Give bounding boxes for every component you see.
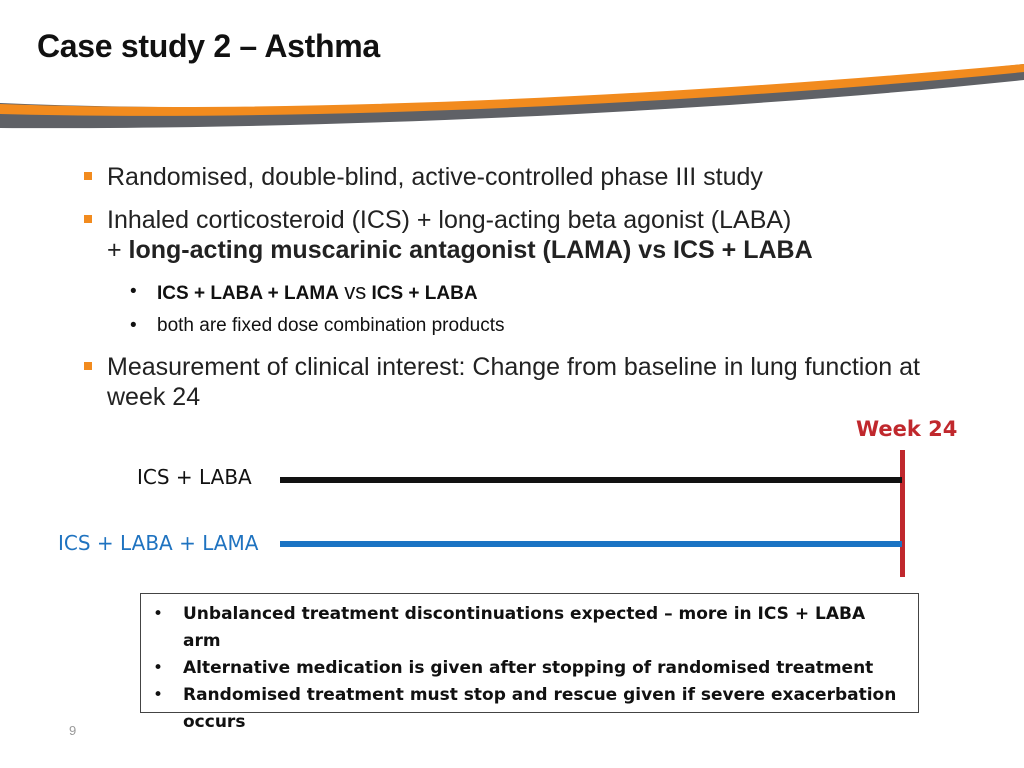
notes-box xyxy=(140,593,919,732)
bullet-dot-icon: • xyxy=(153,685,164,705)
square-bullet-icon xyxy=(84,215,92,223)
note-item: • Alternative medication is given after stopping of randomised treatment xyxy=(153,655,904,682)
bullet-dot-icon: • xyxy=(130,281,137,302)
bullet-measurement: Measurement of clinical interest: Change from baseline in lung function at week 24 xyxy=(82,352,982,412)
arm-label-ics-laba: ICS + LABA xyxy=(137,465,252,489)
sub-bullet-list xyxy=(130,276,982,342)
bullet-dot-icon: • xyxy=(153,604,164,624)
square-bullet-icon xyxy=(84,172,92,180)
bullet-treatments: Inhaled corticosteroid (ICS) + long-acting beta agonist (LABA) + long-acting muscarinic antagonist (LAMA) vs ICS + LABA xyxy=(82,205,982,265)
bullet-study-design: Randomised, double-blind, active-controlled phase III study xyxy=(82,162,982,192)
arm-line-ics-laba xyxy=(280,477,902,483)
arm-line-ics-laba-lama xyxy=(280,541,902,547)
sub-bullet-comparison: • ICS + LABA + LAMA vs ICS + LABA xyxy=(130,276,982,310)
note-item: • Randomised treatment must stop and rescue given if severe exacerbation occurs xyxy=(153,682,904,736)
main-bullet-list xyxy=(82,162,982,425)
note-item: • Unbalanced treatment discontinuations expected – more in ICS + LABA arm xyxy=(153,601,904,655)
square-bullet-icon xyxy=(84,362,92,370)
week-24-label: Week 24 xyxy=(856,417,958,441)
week-24-marker xyxy=(900,450,905,577)
sub-bullet-fixed-dose: • both are fixed dose combination products xyxy=(130,310,982,342)
arm-label-ics-laba-lama: ICS + LABA + LAMA xyxy=(58,531,259,555)
slide-title: Case study 2 – Asthma xyxy=(37,28,380,64)
header-swoosh xyxy=(0,58,1024,138)
bullet-dot-icon: • xyxy=(153,658,164,678)
page-number: 9 xyxy=(69,723,77,738)
bullet-dot-icon: • xyxy=(130,315,137,336)
